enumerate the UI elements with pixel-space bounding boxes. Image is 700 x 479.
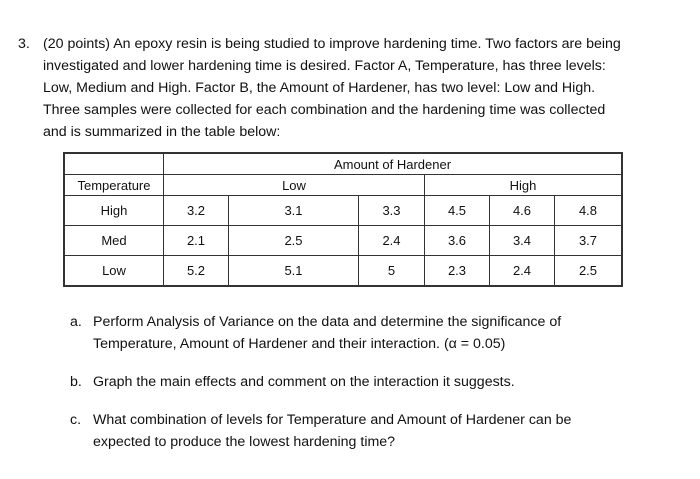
question-label: c.: [70, 412, 82, 428]
question-b: [70, 371, 680, 393]
problem-line: (20 points) An epoxy resin is being studied to improve hardening time. Two factors are being: [43, 36, 621, 52]
table-cell: 3.1: [229, 196, 359, 226]
corner-cell: [64, 153, 164, 175]
hardener-level-high-header: High: [425, 175, 623, 196]
table-cell: 3.3: [359, 196, 425, 226]
table-cell: 3.7: [555, 226, 623, 256]
question-a: [70, 311, 680, 355]
problem-number: 3.: [18, 36, 30, 52]
table-cell: 3.4: [490, 226, 555, 256]
amount-of-hardener-header: Amount of Hardener: [164, 153, 623, 175]
table-cell: 4.5: [425, 196, 490, 226]
question-line: Temperature, Amount of Hardener and their interaction. (α = 0.05): [93, 336, 506, 352]
table-row: [64, 256, 622, 287]
table-cell: 2.5: [555, 256, 623, 287]
hardening-time-table: [63, 152, 623, 287]
question-list: [70, 311, 680, 469]
table-cell: 2.3: [425, 256, 490, 287]
problem-line: Three samples were collected for each combination and the hardening time was collected: [43, 102, 606, 118]
table-row: [64, 196, 622, 226]
temperature-row-label: Med: [64, 226, 164, 256]
temperature-row-label: High: [64, 196, 164, 226]
question-c: [70, 409, 680, 453]
problem-line: investigated and lower hardening time is desired. Factor A, Temperature, has three levels:: [43, 58, 606, 74]
table-cell: 5: [359, 256, 425, 287]
question-line: expected to produce the lowest hardening time?: [93, 434, 396, 450]
table-cell: 2.5: [229, 226, 359, 256]
problem-statement: [18, 33, 690, 143]
problem-line: Low, Medium and High. Factor B, the Amount of Hardener, has two level: Low and High.: [43, 80, 596, 96]
question-label: a.: [70, 314, 82, 330]
question-line: Perform Analysis of Variance on the data and determine the significance of: [93, 314, 562, 330]
table-cell: 5.1: [229, 256, 359, 287]
table-cell: 2.4: [490, 256, 555, 287]
question-line: What combination of levels for Temperature and Amount of Hardener can be: [93, 412, 572, 428]
problem-line: and is summarized in the table below:: [43, 124, 281, 140]
table-cell: 4.8: [555, 196, 623, 226]
temperature-header: Temperature: [64, 175, 164, 196]
problem-text: [43, 33, 690, 143]
temperature-row-label: Low: [64, 256, 164, 287]
question-label: b.: [70, 374, 82, 390]
table-cell: 2.4: [359, 226, 425, 256]
hardener-level-low-header: Low: [164, 175, 425, 196]
table-cell: 2.1: [164, 226, 229, 256]
table-cell: 3.2: [164, 196, 229, 226]
table-cell: 5.2: [164, 256, 229, 287]
table-row: [64, 226, 622, 256]
table-cell: 3.6: [425, 226, 490, 256]
question-line: Graph the main effects and comment on the interaction it suggests.: [93, 374, 515, 390]
table-cell: 4.6: [490, 196, 555, 226]
